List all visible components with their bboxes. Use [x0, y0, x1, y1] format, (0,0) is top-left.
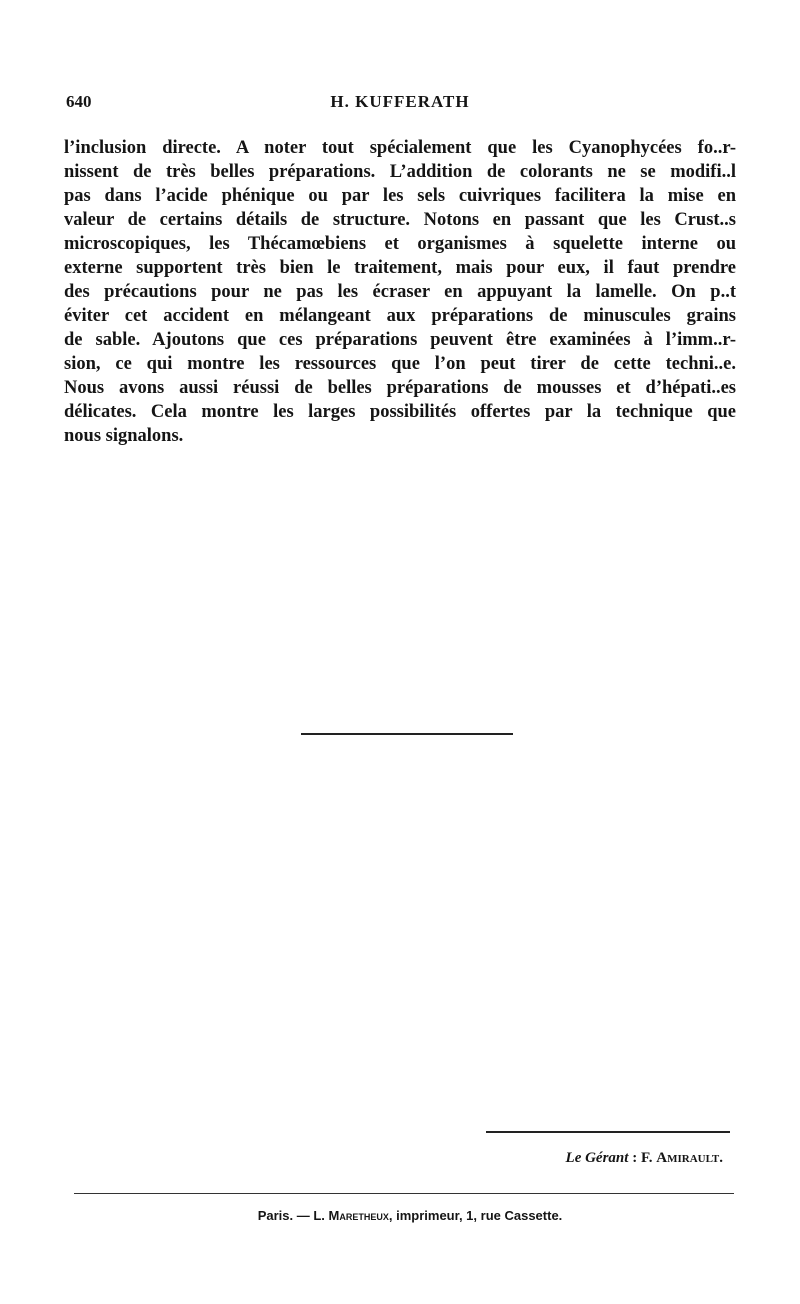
gerant-title: Le Gérant [565, 1150, 629, 1166]
text-line: l’inclusion directe. A noter tout spécialement que les Cyanophycées fo..r- [64, 138, 736, 158]
text-line: de sable. Ajoutons que ces préparations peuvent être examinées à l’imm..r- [64, 330, 736, 350]
page-number: 640 [66, 92, 92, 111]
imprint-printer: Maretheux [328, 1208, 389, 1223]
imprint-rule [74, 1193, 734, 1194]
text-line: éviter cet accident en mélangeant aux préparations de minuscules grains [64, 306, 736, 326]
text-line: valeur de certains détails de structure. Notons en passant que les Crust..s [64, 210, 736, 230]
text-line: pas dans l’acide phénique ou par les sels cuivriques facilitera la mise en [64, 186, 736, 206]
printer-imprint [0, 1208, 800, 1223]
gerant-separator: : [628, 1150, 641, 1166]
running-head: H. KUFFERATH [330, 92, 470, 111]
body-text [64, 136, 736, 448]
gerant-rule [486, 1131, 730, 1133]
gerant-name: Amirault. [656, 1150, 723, 1166]
gerant-initial: F. [640, 1150, 657, 1166]
text-line: nissent de très belles préparations. L’addition de colorants ne se modifi..l [64, 162, 736, 182]
text-line: Nous avons aussi réussi de belles préparations de mousses et d’hépati..es [64, 378, 736, 398]
section-end-rule [301, 733, 513, 735]
text-line: externe supportent très bien le traitement, mais pour eux, il faut prendre [64, 258, 736, 278]
text-line: sion, ce qui montre les ressources que l’on peut tirer de cette techni..e. [64, 354, 736, 374]
text-line: des précautions pour ne pas les écraser en appuyant la lamelle. On p..t [64, 282, 736, 302]
gerant-signature [486, 1150, 723, 1167]
imprint-city: Paris. — L. [257, 1208, 329, 1223]
text-line: microscopiques, les Thécamœbiens et organismes à squelette interne ou [64, 234, 736, 254]
text-line: délicates. Cela montre les larges possibilités offertes par la technique que [64, 402, 736, 422]
text-line: nous signalons. [64, 426, 184, 446]
imprint-address: , imprimeur, 1, rue Cassette. [388, 1208, 563, 1223]
